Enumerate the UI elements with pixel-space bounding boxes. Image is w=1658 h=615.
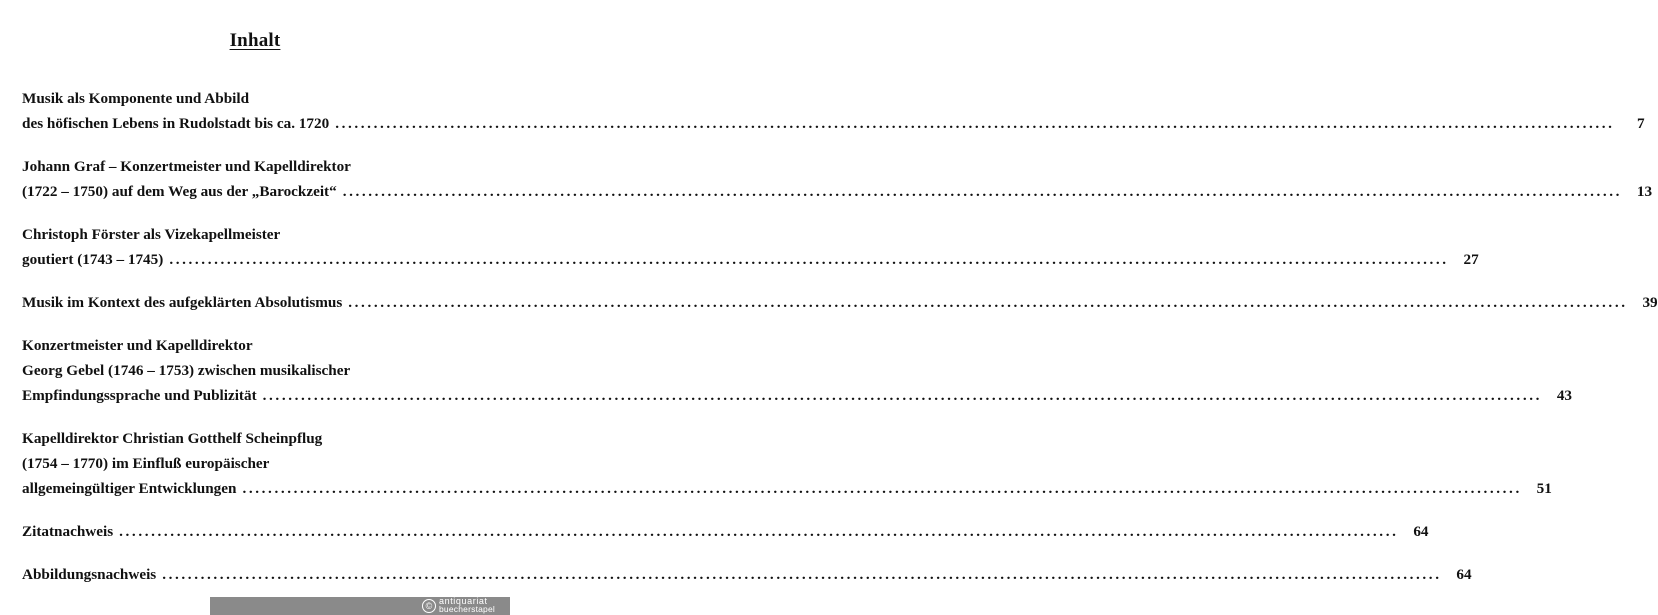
toc-entry-text: goutiert (1743 – 1745) bbox=[22, 251, 164, 268]
toc-page-number: 27 bbox=[1463, 251, 1479, 268]
toc-page-number: 64 bbox=[1456, 566, 1472, 583]
toc-line bbox=[22, 154, 478, 179]
toc-entry-text: Empfindungssprache und Publizität bbox=[22, 387, 257, 404]
dot-leader: ........................................................................................................................................................................................................ bbox=[335, 115, 1615, 132]
watermark-line-1: antiquariat bbox=[439, 596, 488, 606]
toc-entry-text: allgemeingültiger Entwicklungen bbox=[22, 480, 237, 497]
toc-entry-text: (1754 – 1770) im Einfluß europäischer bbox=[22, 455, 270, 472]
toc-entry-text: Abbildungsnachweis bbox=[22, 566, 157, 583]
table-of-contents bbox=[22, 86, 1658, 605]
toc-entry-text: Christoph Förster als Vizekapellmeister bbox=[22, 226, 281, 243]
toc-entry-text: Zitatnachweis bbox=[22, 523, 114, 540]
toc-entry-text: Musik im Kontext des aufgeklärten Absolutismus bbox=[22, 294, 343, 311]
toc-page-number: 13 bbox=[1636, 183, 1653, 200]
toc-page-number: 7 bbox=[1636, 115, 1645, 132]
toc-entry bbox=[22, 519, 1429, 544]
toc-page-number: 43 bbox=[1556, 387, 1573, 404]
dot-leader: ........................................................................................................................................................................................................ bbox=[342, 183, 1623, 200]
toc-entry bbox=[22, 222, 1479, 272]
toc-line bbox=[22, 86, 478, 111]
dot-leader: ........................................................................................................................................................................................................ bbox=[348, 294, 1628, 311]
toc-line bbox=[22, 426, 478, 451]
toc-page-number: 64 bbox=[1413, 523, 1429, 540]
copyright-icon: © bbox=[422, 599, 436, 613]
watermark-logo bbox=[422, 598, 502, 614]
toc-entry bbox=[22, 562, 1472, 587]
toc-entry bbox=[22, 290, 1658, 315]
toc-entry-text: Musik als Komponente und Abbild bbox=[22, 90, 250, 107]
watermark-banner bbox=[210, 597, 510, 615]
toc-line bbox=[22, 476, 1552, 501]
toc-line bbox=[22, 358, 478, 383]
toc-line bbox=[22, 451, 478, 476]
toc-line bbox=[22, 383, 1573, 408]
toc-entry bbox=[22, 426, 1552, 501]
dot-leader: ........................................................................................................................................................................................................ bbox=[242, 480, 1522, 497]
toc-entry-text: Konzertmeister und Kapelldirektor bbox=[22, 337, 253, 354]
toc-entry bbox=[22, 333, 1573, 408]
toc-page-number: 51 bbox=[1536, 480, 1552, 497]
dot-leader: ........................................................................................................................................................................................................ bbox=[169, 251, 1449, 268]
dot-leader: ........................................................................................................................................................................................................ bbox=[262, 387, 1543, 404]
toc-line bbox=[22, 519, 1429, 544]
toc-line bbox=[22, 179, 1653, 204]
toc-line bbox=[22, 562, 1472, 587]
toc-line bbox=[22, 247, 1479, 272]
dot-leader: ........................................................................................................................................................................................................ bbox=[119, 523, 1399, 540]
toc-page-number: 39 bbox=[1642, 294, 1658, 311]
toc-entry bbox=[22, 86, 1645, 136]
toc-entry-text: (1722 – 1750) auf dem Weg aus der „Barockzeit“ bbox=[22, 183, 337, 200]
toc-line bbox=[22, 290, 1658, 315]
toc-entry-text: Johann Graf – Konzertmeister und Kapelldirektor bbox=[22, 158, 351, 175]
toc-entry-text: des höfischen Lebens in Rudolstadt bis ca. 1720 bbox=[22, 115, 330, 132]
toc-line bbox=[22, 111, 1645, 136]
toc-line bbox=[22, 222, 478, 247]
toc-entry-text: Georg Gebel (1746 – 1753) zwischen musikalischer bbox=[22, 362, 351, 379]
toc-entry bbox=[22, 154, 1653, 204]
toc-entry-text: Kapelldirektor Christian Gotthelf Scheinpflug bbox=[22, 430, 323, 447]
page-title: Inhalt bbox=[229, 30, 281, 51]
watermark-line-2: buecherstapel bbox=[439, 604, 495, 614]
toc-line bbox=[22, 333, 478, 358]
dot-leader: ........................................................................................................................................................................................................ bbox=[162, 566, 1442, 583]
